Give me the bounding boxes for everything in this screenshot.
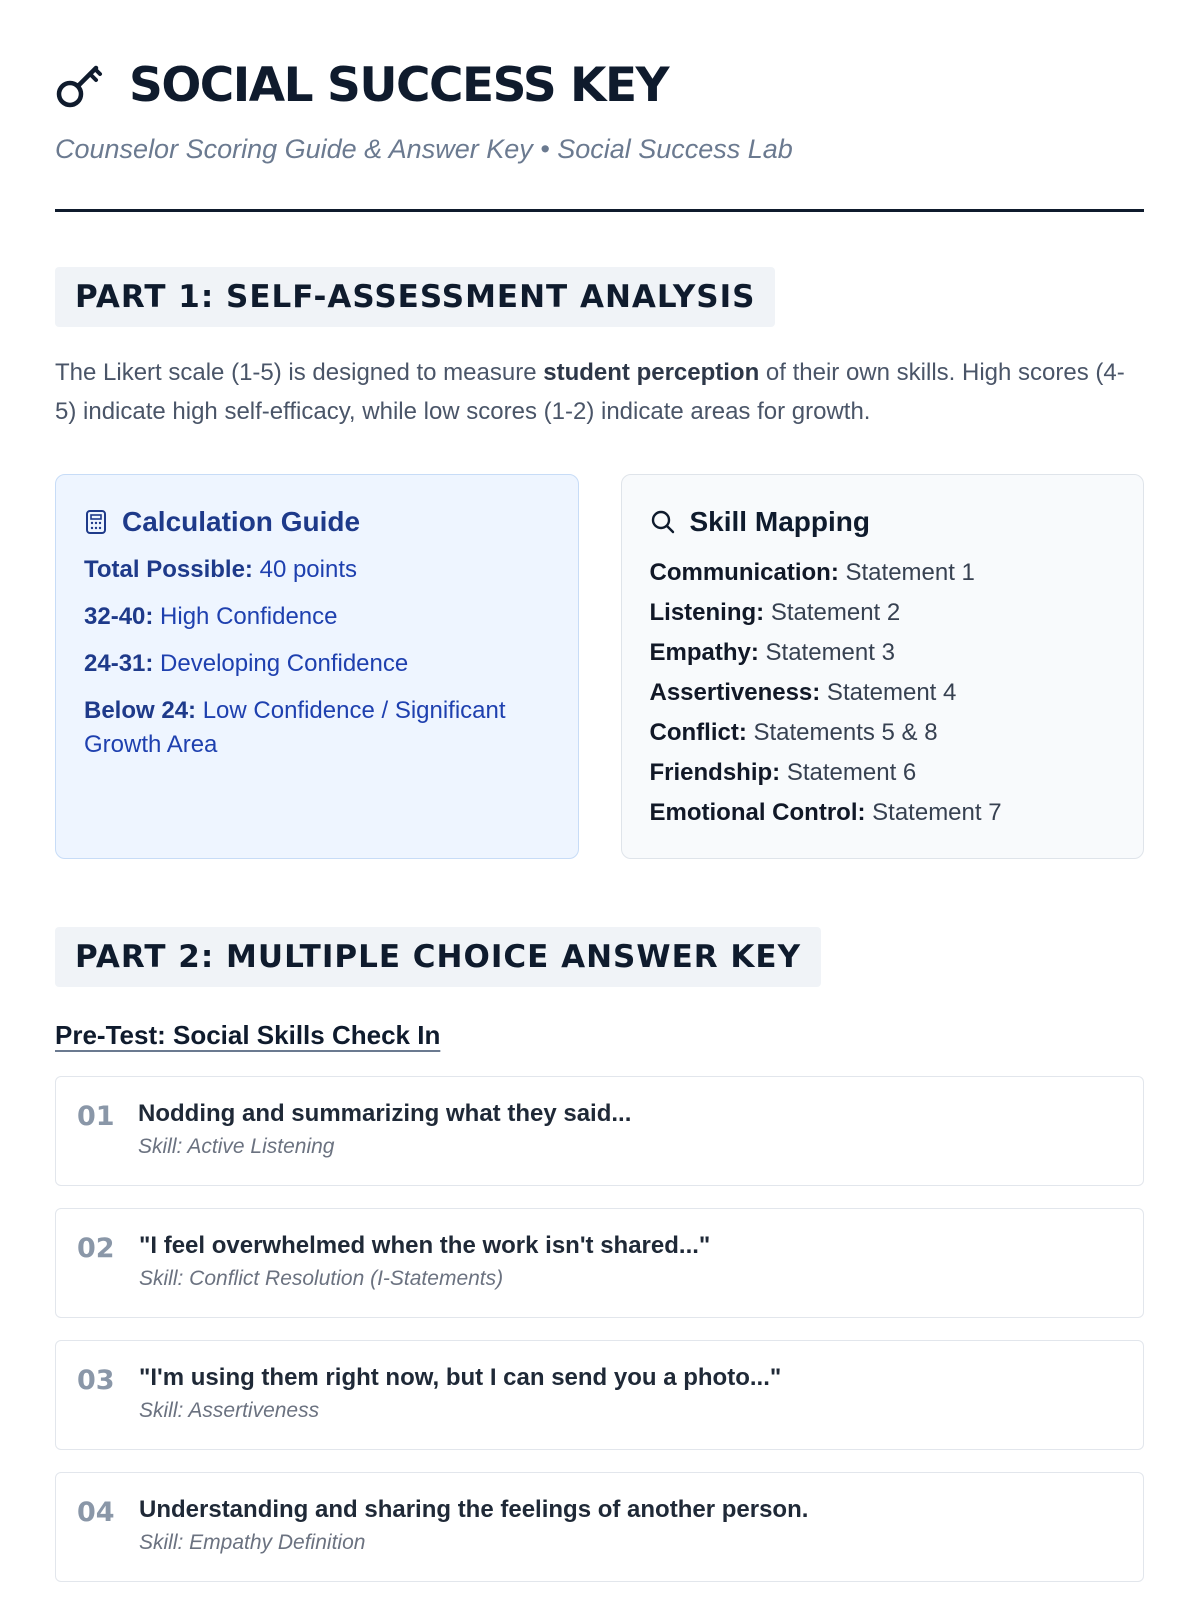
calc-row-value: High Confidence <box>153 603 338 630</box>
calc-row-label: Total Possible: <box>84 556 253 583</box>
question-number: 01 <box>77 1101 115 1132</box>
skill-mapping-card <box>621 474 1145 859</box>
skill-label: Skill: Empathy Definition <box>139 1531 366 1554</box>
intro-text-start: The Likert scale (1-5) is designed to measure <box>55 359 544 386</box>
key-icon <box>55 60 105 110</box>
header-divider <box>55 209 1144 212</box>
part1-heading: PART 1: SELF-ASSESSMENT ANALYSIS <box>55 267 775 327</box>
skill-row-label: Listening: <box>649 599 765 626</box>
skill-label: Skill: Active Listening <box>138 1135 335 1158</box>
answer-item <box>55 1076 1144 1186</box>
calc-row-label: 32-40: <box>84 603 154 630</box>
skill-row-value: Statement 6 <box>780 759 917 786</box>
skill-mapping-label: Skill Mapping <box>689 506 870 537</box>
header <box>55 0 1144 212</box>
search-icon <box>650 509 676 535</box>
part1-intro <box>55 353 1144 431</box>
part1-cards <box>55 474 1144 859</box>
calc-row-label: Below 24: <box>84 697 197 724</box>
skill-row <box>650 593 1116 633</box>
calculation-guide-title <box>84 505 550 539</box>
answer-text: "I'm using them right now, but I can send you a photo..." <box>139 1364 782 1391</box>
skill-row-label: Conflict: <box>649 719 747 746</box>
calculation-guide-label: Calculation Guide <box>122 506 361 537</box>
calc-row <box>84 553 550 587</box>
skill-row <box>650 633 1116 673</box>
skill-row-value: Statement 3 <box>758 639 895 666</box>
answer-body <box>139 1229 1123 1317</box>
answer-key-list <box>55 1076 1144 1582</box>
answer-text: Nodding and summarizing what they said... <box>138 1100 632 1127</box>
skill-mapping-title <box>650 505 1116 539</box>
answer-item <box>55 1472 1144 1582</box>
pretest-title: Pre-Test: Social Skills Check In <box>55 1020 441 1050</box>
skill-row-label: Communication: <box>649 559 839 586</box>
page-subtitle: Counselor Scoring Guide & Answer Key • Social Success Lab <box>55 134 793 164</box>
answer-body <box>139 1361 1123 1449</box>
question-number: 04 <box>77 1497 115 1528</box>
skill-row <box>650 673 1116 713</box>
skill-row-value: Statement 7 <box>865 799 1002 826</box>
calc-row-label: 24-31: <box>84 650 154 677</box>
skill-row-value: Statements 5 & 8 <box>746 719 938 746</box>
skill-row <box>650 553 1116 593</box>
calc-row-value: 40 points <box>252 556 357 583</box>
answer-body <box>139 1493 1123 1581</box>
skill-row <box>650 713 1116 753</box>
skill-list <box>650 553 1116 833</box>
skill-row-value: Statement 4 <box>820 679 957 706</box>
question-number: 03 <box>77 1365 115 1396</box>
answer-body <box>138 1097 1123 1185</box>
answer-text: "I feel overwhelmed when the work isn't shared..." <box>139 1232 711 1259</box>
skill-row-label: Empathy: <box>649 639 759 666</box>
question-number: 02 <box>77 1233 115 1264</box>
calculation-guide-card <box>55 474 579 859</box>
calc-row <box>84 647 550 681</box>
answer-item <box>55 1208 1144 1318</box>
skill-row <box>650 753 1116 793</box>
skill-row-label: Friendship: <box>649 759 781 786</box>
skill-label: Skill: Assertiveness <box>139 1399 320 1422</box>
title-row <box>55 52 1144 118</box>
skill-row-value: Statement 2 <box>764 599 901 626</box>
intro-text-end: of their own skills. High scores (4-5) indicate high self-efficacy, while low scores (1-2) indicate areas for growth. <box>55 359 1125 425</box>
calc-row-value: Developing Confidence <box>153 650 409 677</box>
page-title: SOCIAL SUCCESS KEY <box>129 57 669 113</box>
skill-row <box>650 793 1116 833</box>
skill-label: Skill: Conflict Resolution (I-Statements) <box>139 1267 504 1290</box>
calculator-icon <box>84 509 108 535</box>
calc-row <box>84 600 550 634</box>
skill-row-label: Assertiveness: <box>649 679 821 706</box>
intro-text-bold: student perception <box>543 359 760 386</box>
calculation-list <box>84 553 550 762</box>
answer-text: Understanding and sharing the feelings of another person. <box>139 1496 809 1523</box>
calc-row-value: Low Confidence / Significant Growth Area <box>84 697 506 758</box>
skill-row-value: Statement 1 <box>838 559 975 586</box>
answer-item <box>55 1340 1144 1450</box>
skill-row-label: Emotional Control: <box>649 799 866 826</box>
calc-row <box>84 694 550 762</box>
part2-heading: PART 2: MULTIPLE CHOICE ANSWER KEY <box>55 927 821 987</box>
